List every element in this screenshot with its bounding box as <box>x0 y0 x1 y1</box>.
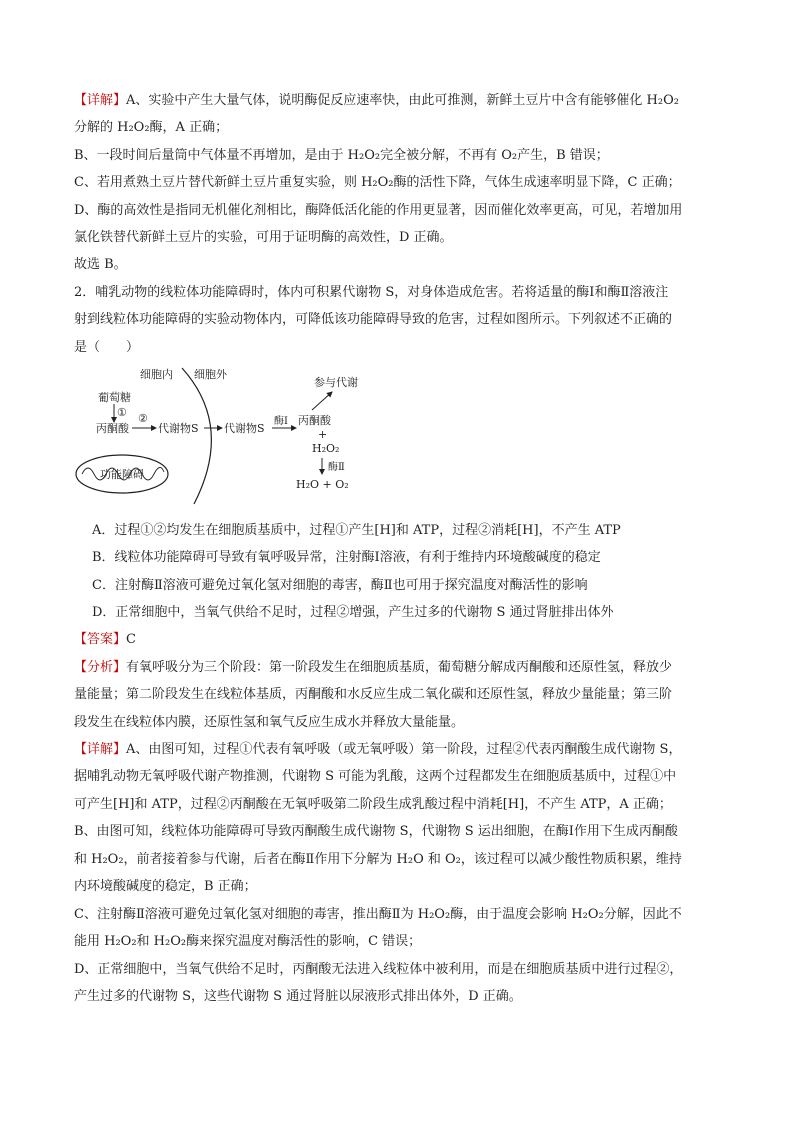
analysis-line-3: 段发生在线粒体内膜，还原性氢和氧气反应生成水并释放大量能量。 <box>74 715 465 730</box>
arrow-5 <box>312 392 332 410</box>
detail2-line-5: 和 H₂O₂，前者接着参与代谢，后者在酶Ⅱ作用下分解为 H₂O 和 O₂，该过程可以减少酸性物质积累，维持 <box>74 852 682 867</box>
detail1-line-7: 故选 B。 <box>74 257 127 272</box>
detail1-line-1: 【详解】A、实验中产生大量气体，说明酶促反应速率快，由此可推测，新鲜土豆片中含有能够催化 H₂O₂ <box>74 93 679 108</box>
detail2-line-4: B、由图可知，线粒体功能障碍可导致丙酮酸生成代谢物 S，代谢物 S 运出细胞，在酶Ⅰ作用下生成丙酮酸 <box>74 824 678 839</box>
detail2-line-10: 产生过多的代谢物 S，这些代谢物 S 通过肾脏以尿液形式排出体外，D 正确。 <box>74 989 522 1004</box>
detail1-line-2: 分解的 H₂O₂酶，A 正确； <box>74 120 229 135</box>
option-c: C．注射酶Ⅱ溶液可避免过氧化氢对细胞的毒害，酶Ⅱ也可用于探究温度对酶活性的影响 <box>92 578 588 593</box>
glucose-label: 葡萄糖 <box>98 391 131 404</box>
detail1-line-4: C、若用煮熟土豆片替代新鲜土豆片重复实验，则 H₂O₂酶的活性下降，气体生成速率明显下降，C 正确； <box>74 175 681 190</box>
metab-s-inside-label: 代谢物S <box>158 422 199 435</box>
question-line-3: 是（ ） <box>74 340 140 355</box>
plus-label: + <box>318 428 328 441</box>
answer-line <box>74 631 136 649</box>
detail2-line-1: 【详解】A、由图可知，过程①代表有氧呼吸（或无氧呼吸）第一阶段，过程②代表丙酮酸生成代谢物 S， <box>74 742 682 757</box>
analysis-tag: 【分析】 <box>74 660 127 675</box>
detail1-line-3: B、一段时间后量筒中气体量不再增加，是由于 H₂O₂完全被分解，不再有 O₂产生，B 错误； <box>74 148 609 163</box>
analysis-line-1: 【分析】有氧呼吸分为三个阶段：第一阶段发生在细胞质基质，葡萄糖分解成丙酮酸和还原性氢，释放少 <box>74 660 673 675</box>
outside-label: 细胞外 <box>194 368 227 381</box>
enzyme1-label: 酶Ⅰ <box>274 416 288 427</box>
answer-value: C <box>126 632 136 647</box>
enzyme2-label: 酶Ⅱ <box>328 462 345 473</box>
detail2-line-3: 可产生[H]和 ATP，过程②丙酮酸在无氧呼吸第二阶段生成乳酸过程中消耗[H]，不产生 ATP，A 正确； <box>74 797 672 812</box>
mito-label: 功能障碍 <box>100 468 144 481</box>
participate-label: 参与代谢 <box>314 376 358 389</box>
option-a: A．过程①②均发生在细胞质基质中，过程①产生[H]和 ATP，过程②消耗[H]，不产生 ATP <box>92 523 621 538</box>
inside-label: 细胞内 <box>140 368 173 381</box>
cell-membrane <box>182 368 211 504</box>
pyruvate-label: 丙酮酸 <box>96 422 129 435</box>
question-line-1: 2．哺乳动物的线粒体功能障碍时，体内可积累代谢物 S，对身体造成危害。若将适量的酶Ⅰ和酶Ⅱ溶液注 <box>74 285 669 300</box>
metab-s-outside-label: 代谢物S <box>224 422 265 435</box>
step2-label: ② <box>138 412 148 425</box>
detail2-line-8: 能用 H₂O₂和 H₂O₂酶来探究温度对酶活性的影响，C 错误； <box>74 934 422 949</box>
detail2-tag: 【详解】 <box>74 742 127 757</box>
detail2-line-6: 内环境酸碱度的稳定，B 正确； <box>74 879 257 894</box>
detail2-line-9: D、正常细胞中，当氧气供给不足时，丙酮酸无法进入线粒体中被利用，而是在细胞质基质中进行过程②， <box>74 962 683 977</box>
detail2-line-2: 据哺乳动物无氧呼吸代谢产物推测，代谢物 S 可能为乳酸，这两个过程都发生在细胞质基质中，过程①中 <box>74 769 677 784</box>
option-b: B．线粒体功能障碍可导致有氧呼吸异常，注射酶Ⅰ溶液，有利于维持内环境酸碱度的稳定 <box>92 550 601 565</box>
h2o2-label: H₂O₂ <box>312 442 340 455</box>
option-d: D．正常细胞中，当氧气供给不足时，过程②增强，产生过多的代谢物 S 通过肾脏排出体外 <box>92 605 614 620</box>
detail1-tag: 【详解】 <box>74 93 127 108</box>
question-line-2: 射到线粒体功能障碍的实验动物体内，可降低该功能障碍导致的危害，过程如图所示。下列叙述不正确的 <box>74 312 673 327</box>
answer-tag: 【答案】 <box>74 632 127 647</box>
pyruvate2-label: 丙酮酸 <box>298 414 331 427</box>
step1-label: ① <box>117 406 127 419</box>
detail2-line-7: C、注射酶Ⅱ溶液可避免过氧化氢对细胞的毒害，推出酶Ⅱ为 H₂O₂酶，由于温度会影响 H₂O₂分解，因此不 <box>74 907 682 922</box>
products-label: H₂O + O₂ <box>296 478 349 491</box>
metabolism-diagram <box>74 366 374 506</box>
detail1-line-5: D、酶的高效性是指同无机催化剂相比，酶降低活化能的作用更显著，因而催化效率更高，可见，若增加用 <box>74 203 683 218</box>
detail1-line-6: 氯化铁替代新鲜土豆片的实验，可用于证明酶的高效性，D 正确。 <box>74 230 453 245</box>
analysis-line-2: 量能量；第二阶段发生在线粒体基质，丙酮酸和水反应生成二氧化碳和还原性氢，释放少量能量；第三阶 <box>74 687 673 702</box>
